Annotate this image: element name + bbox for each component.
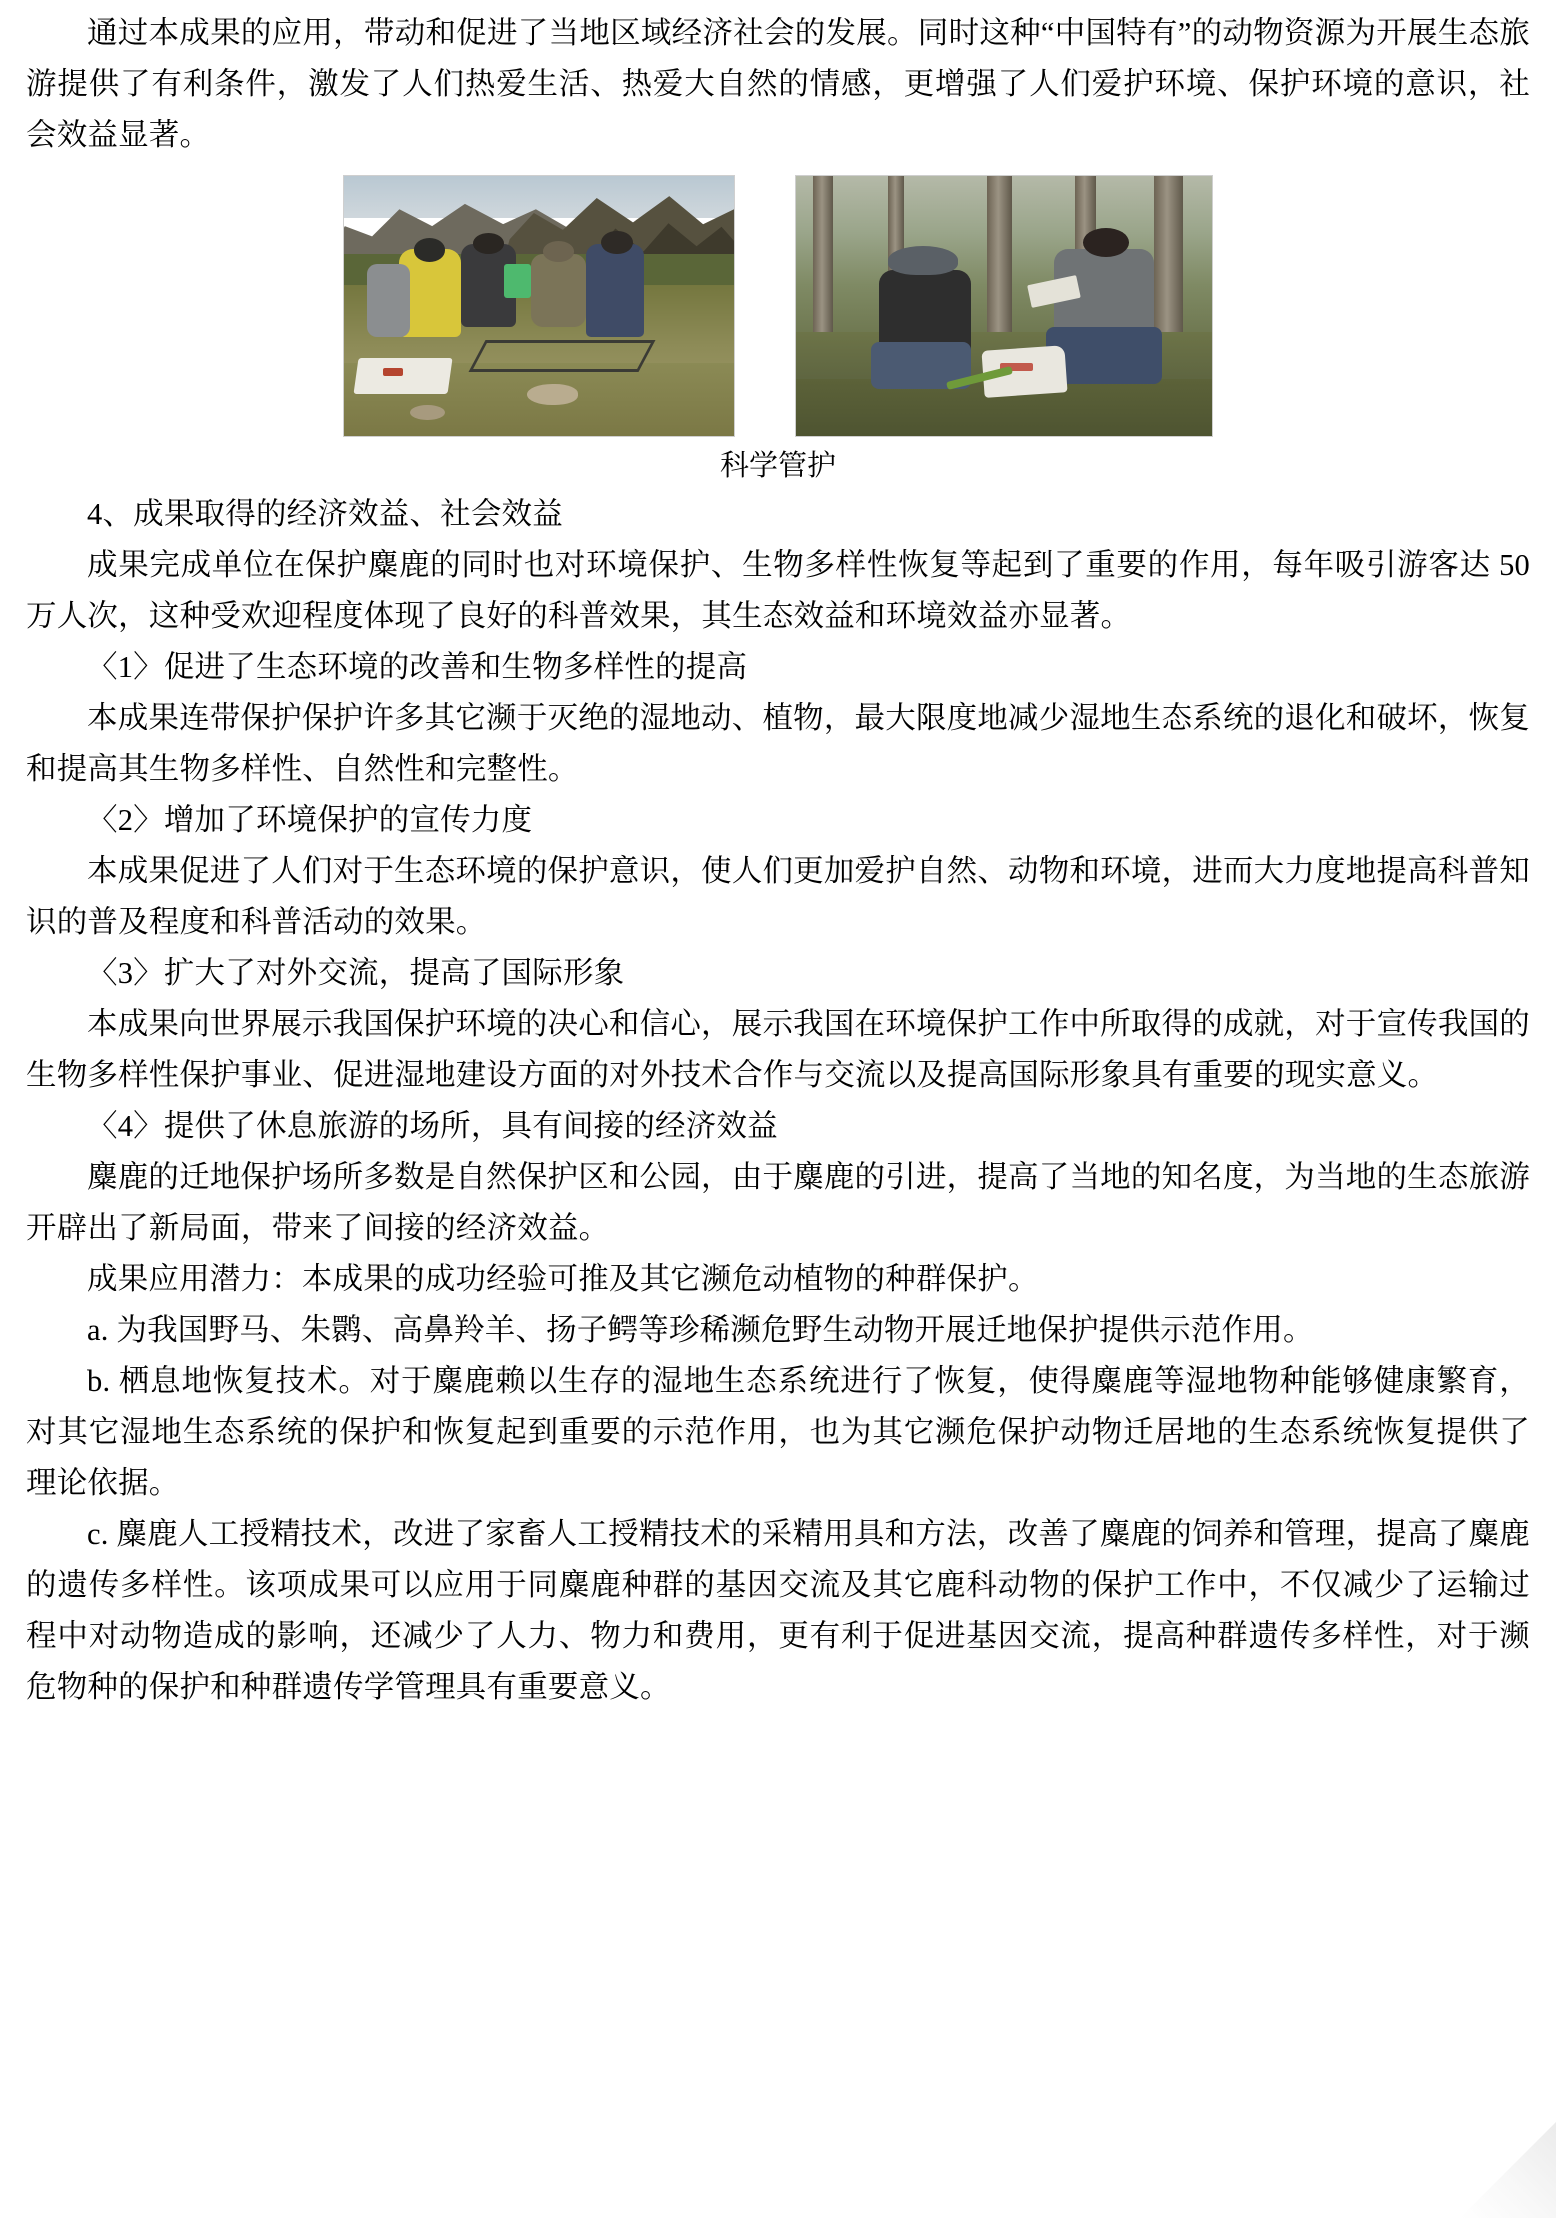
woodland-sampling-photo [795, 175, 1213, 437]
paragraph-application-potential: 成果应用潜力：本成果的成功经验可推及其它濒危动植物的种群保护。 [87, 1262, 1039, 1296]
photo1-person-dark-head [473, 233, 504, 254]
subheading-1: 〈1〉促进了生态环境的改善和生物多样性的提高 [87, 650, 748, 684]
heading-economic-social-benefit: 4、成果取得的经济效益、社会效益 [87, 497, 563, 531]
photo1-person-camouflage-head [543, 241, 574, 262]
photo1-green-sample-box [504, 264, 531, 298]
photo2-person-hat [888, 246, 959, 275]
photo1-person-camouflage [531, 254, 586, 327]
photo1-quadrat-frame [468, 340, 655, 372]
photo1-person-blue-overalls [586, 244, 645, 338]
paragraph-sub-2: 本成果促进了人们对于生态环境的保护意识，使人们更加爱护自然、动物和环境，进而大力度地提高科普知识的普及程度和科普活动的效果。 [26, 854, 1530, 939]
photo1-person-grey-left [367, 264, 410, 337]
list-item-c: c. 麋鹿人工授精技术，改进了家畜人工授精技术的采精用具和方法，改善了麋鹿的饲养和管理，提高了麋鹿的遗传多样性。该项成果可以应用于同麋鹿种群的基因交流及其它鹿科动物的保护工作中，不仅减少了运输过程中对动物造成的影响，还减少了人力、物力和费用，更有利于促进基因交流，提高种群遗传多样性，对于濒危物种的保护和种群遗传学管理具有重要意义。 [26, 1517, 1530, 1704]
list-item-b: b. 栖息地恢复技术。对于麋鹿赖以生存的湿地生态系统进行了恢复，使得麋鹿等湿地物种能够健康繁育，对其它湿地生态系统的保护和恢复起到重要的示范作用，也为其它濒危保护动物迁居地的生态系统恢复提供了理论依据。 [26, 1364, 1530, 1500]
photo1-white-sheet [353, 358, 452, 394]
page-corner-fold [1460, 2122, 1556, 2218]
photo2-person-grey-head [1083, 228, 1129, 257]
subheading-3: 〈3〉扩大了对外交流，提高了国际形象 [87, 956, 625, 990]
field-survey-grassland-photo [343, 175, 735, 437]
paragraph-intro: 通过本成果的应用，带动和促进了当地区域经济社会的发展。同时这种“中国特有”的动物资源为开展生态旅游提供了有利条件，激发了人们热爱生活、热爱大自然的情感，更增强了人们爱护环境、保护环境的意识，社会效益显著。 [26, 16, 1530, 152]
photo1-person-yellow-hood [414, 238, 445, 261]
paragraph-sub-3: 本成果向世界展示我国保护环境的决心和信心，展示我国在环境保护工作中所取得的成就，对于宣传我国的生物多样性保护事业、促进湿地建设方面的对外技术合作与交流以及提高国际形象具有重要的现实意义。 [26, 1007, 1530, 1092]
subheading-2: 〈2〉增加了环境保护的宣传力度 [87, 803, 533, 837]
photo1-person-blue-head [601, 231, 632, 254]
photo2-trunk-3 [987, 176, 1012, 337]
photo1-rock [527, 384, 578, 405]
paragraph-sub-1: 本成果连带保护保护许多其它濒于灭绝的湿地动、植物，最大限度地减少湿地生态系统的退化和破坏，恢复和提高其生物多样性、自然性和完整性。 [26, 701, 1530, 786]
figure-caption: 科学管护 [719, 450, 836, 482]
paragraph-benefit-overview: 成果完成单位在保护麋鹿的同时也对环境保护、生物多样性恢复等起到了重要的作用，每年吸引游客达 50 万人次，这种受欢迎程度体现了良好的科普效果，其生态效益和环境效益亦显著。 [26, 548, 1530, 633]
paragraph-sub-4: 麋鹿的迁地保护场所多数是自然保护区和公园，由于麋鹿的引进，提高了当地的知名度，为当地的生态旅游开辟出了新局面，带来了间接的经济效益。 [26, 1160, 1530, 1245]
photo1-red-marker [383, 368, 403, 376]
figure-block [26, 175, 1530, 489]
list-item-a: a. 为我国野马、朱鹮、高鼻羚羊、扬子鳄等珍稀濒危野生动物开展迁地保护提供示范作用。 [87, 1313, 1314, 1347]
subheading-4: 〈4〉提供了休息旅游的场所，具有间接的经济效益 [87, 1109, 778, 1143]
figure-row [26, 175, 1530, 437]
